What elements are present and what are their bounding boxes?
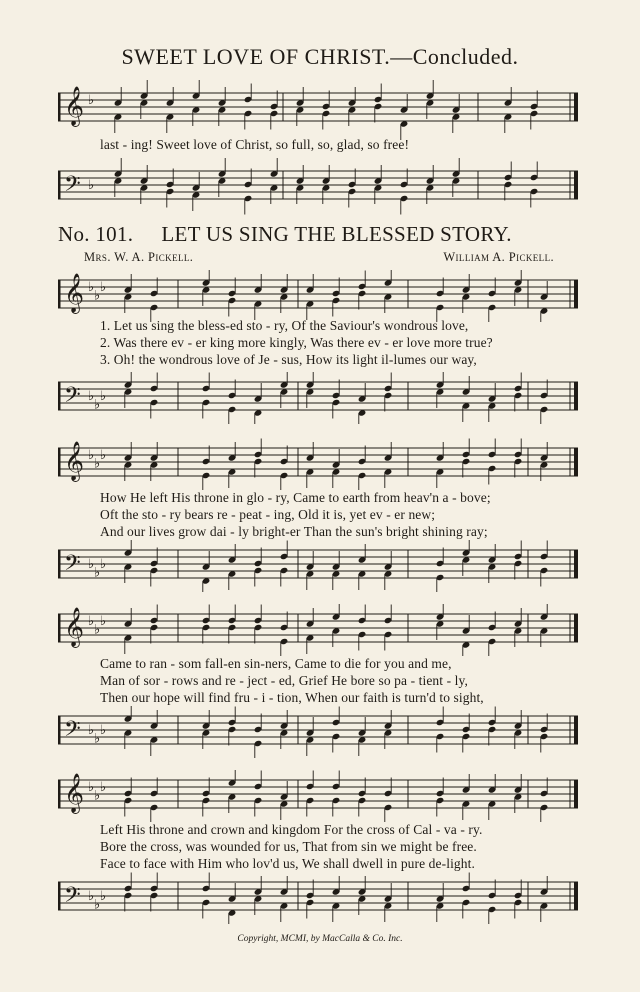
system-2-verse-2: Oft the sto - ry bears re - peat - ing, Old it is, yet ev - er new; bbox=[100, 507, 436, 522]
svg-text:♭: ♭ bbox=[100, 448, 107, 464]
previous-hymn-lyric: last - ing! Sweet love of Christ, so full, so, glad, so free! bbox=[100, 137, 410, 152]
system-3-verse-3: Then our hope will find fru - i - tion, When our faith is turn'd to sight, bbox=[100, 690, 484, 705]
previous-hymn-bass-staff bbox=[58, 156, 580, 218]
system-2-verse-1: How He left His throne in glo - ry, Came to earth from heav'n a - bove; bbox=[100, 490, 491, 505]
svg-text:♭: ♭ bbox=[100, 280, 107, 296]
svg-text:𝄞: 𝄞 bbox=[64, 272, 85, 313]
system-4-treble-staff bbox=[58, 770, 580, 822]
svg-text:♭: ♭ bbox=[100, 557, 107, 573]
svg-text:♭: ♭ bbox=[100, 614, 107, 630]
system-3-treble-staff bbox=[58, 604, 580, 656]
svg-text:𝄞: 𝄞 bbox=[64, 440, 85, 481]
svg-text:♭: ♭ bbox=[100, 889, 107, 905]
system-1-verse-2: 2. Was there ev - er king more kingly, Was there ev - er love more true? bbox=[100, 335, 493, 350]
hymn-title: LET US SING THE BLESSED STORY. bbox=[161, 222, 512, 246]
system-1-verse-3: 3. Oh! the wondrous love of Je - sus, How its light il-lumes our way, bbox=[100, 352, 477, 367]
system-2-treble-staff bbox=[58, 438, 580, 490]
system-2-verse-3: And our lives grow dai - ly bright-er Than the sun's bright shining ray; bbox=[100, 524, 488, 539]
svg-text:♭: ♭ bbox=[88, 614, 95, 630]
svg-text:♭: ♭ bbox=[88, 389, 95, 405]
svg-text:♭: ♭ bbox=[100, 780, 107, 796]
svg-text:𝄞: 𝄞 bbox=[64, 606, 85, 647]
svg-text:♭: ♭ bbox=[94, 788, 101, 804]
system-3-verse-1: Came to ran - som fall-en sin-ners, Came to die for you and me, bbox=[100, 656, 452, 671]
hymn-heading bbox=[58, 222, 598, 247]
svg-text:𝄞: 𝄞 bbox=[64, 85, 85, 126]
svg-text:𝄢: 𝄢 bbox=[64, 171, 81, 202]
svg-text:♭: ♭ bbox=[94, 288, 101, 304]
system-4-verse-3: Face to face with Him who lov'd us, We shall dwell in pure de-light. bbox=[100, 856, 475, 871]
svg-text:♭: ♭ bbox=[88, 780, 95, 796]
lyricist: Mrs. W. A. Pickell. bbox=[84, 250, 194, 264]
previous-hymn-treble-staff bbox=[58, 78, 580, 140]
hymn-credits bbox=[84, 250, 554, 265]
svg-text:♭: ♭ bbox=[100, 389, 107, 405]
svg-text:♭: ♭ bbox=[94, 565, 101, 581]
copyright-notice: Copyright, MCMI, by MacCalla & Co. Inc. bbox=[237, 934, 403, 944]
svg-text:𝄢: 𝄢 bbox=[64, 882, 81, 913]
hymn-number: No. 101. bbox=[58, 222, 134, 246]
svg-text:♭: ♭ bbox=[88, 93, 95, 109]
svg-text:𝄢: 𝄢 bbox=[64, 550, 81, 581]
system-1-verse-1: 1. Let us sing the bless-ed sto - ry, Of the Saviour's wondrous love, bbox=[100, 318, 469, 333]
svg-text:♭: ♭ bbox=[94, 456, 101, 472]
system-3-bass-staff bbox=[58, 706, 580, 758]
system-1-bass-staff bbox=[58, 372, 580, 424]
svg-text:♭: ♭ bbox=[88, 723, 95, 739]
system-4-verse-2: Bore the cross, was wounded for us, That from sin we might be free. bbox=[100, 839, 477, 854]
svg-text:♭: ♭ bbox=[88, 178, 95, 194]
svg-text:♭: ♭ bbox=[88, 448, 95, 464]
system-4-bass-staff bbox=[58, 872, 580, 924]
system-4-verse-1: Left His throne and crown and kingdom For the cross of Cal - va - ry. bbox=[100, 822, 483, 837]
svg-text:♭: ♭ bbox=[88, 557, 95, 573]
svg-text:♭: ♭ bbox=[88, 889, 95, 905]
system-2-bass-staff bbox=[58, 540, 580, 592]
svg-text:♭: ♭ bbox=[94, 397, 101, 413]
svg-text:𝄢: 𝄢 bbox=[64, 382, 81, 413]
previous-hymn-title: SWEET LOVE OF CHRIST.—Concluded. bbox=[121, 44, 519, 69]
svg-text:𝄢: 𝄢 bbox=[64, 716, 81, 747]
composer: William A. Pickell. bbox=[443, 250, 554, 264]
svg-text:♭: ♭ bbox=[88, 280, 95, 296]
svg-text:𝄞: 𝄞 bbox=[64, 772, 85, 813]
svg-text:♭: ♭ bbox=[94, 897, 101, 913]
system-1-treble-staff bbox=[58, 270, 580, 322]
svg-text:♭: ♭ bbox=[94, 731, 101, 747]
system-3-verse-2: Man of sor - rows and re - ject - ed, Grief He bore so pa - tient - ly, bbox=[100, 673, 468, 688]
svg-text:♭: ♭ bbox=[100, 723, 107, 739]
svg-text:♭: ♭ bbox=[94, 622, 101, 638]
